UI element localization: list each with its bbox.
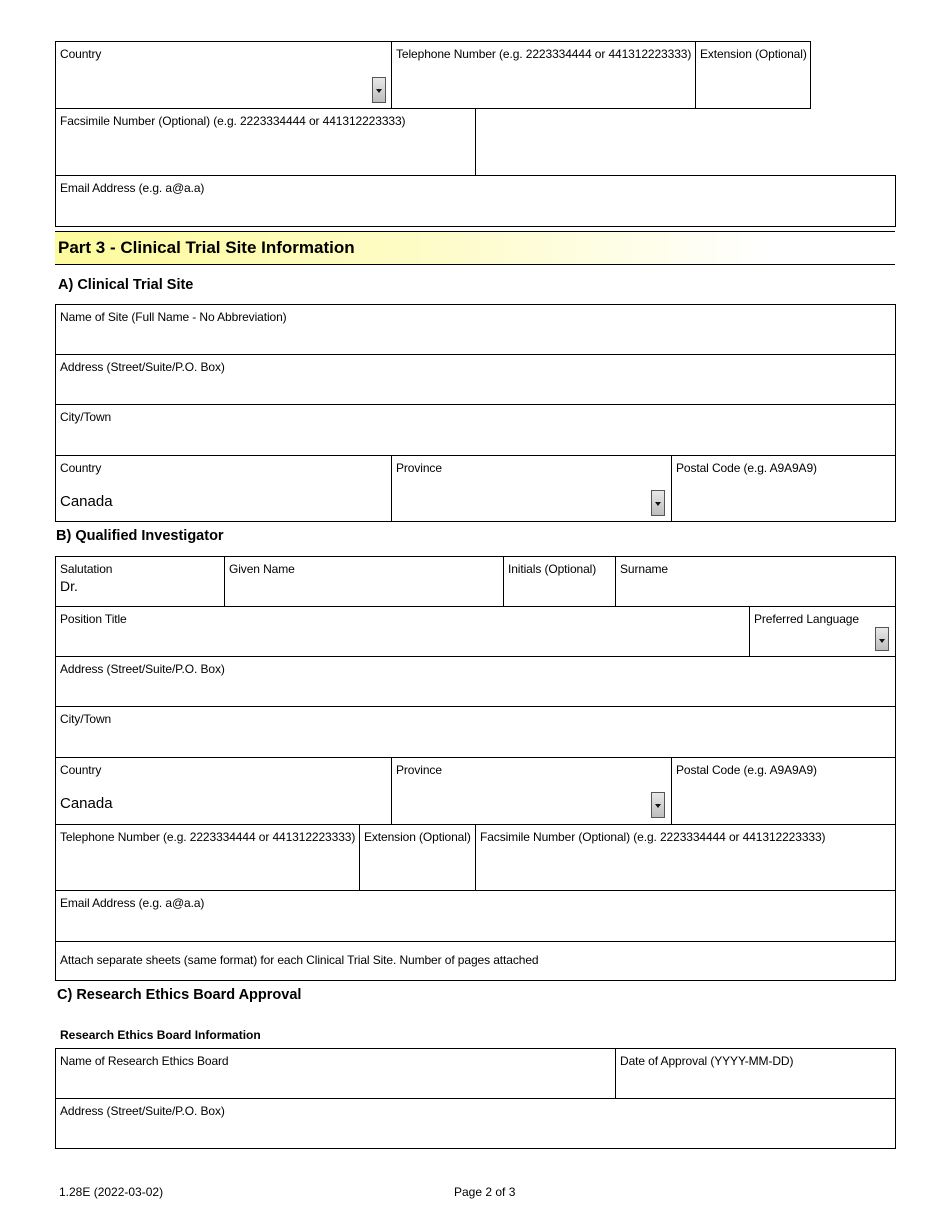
qi-province-field[interactable]	[391, 757, 672, 825]
qi-address-field[interactable]	[55, 656, 896, 707]
contact-telephone-label: Telephone Number (e.g. 2223334444 or 441312223333)	[396, 47, 692, 61]
site-province-field[interactable]	[391, 455, 672, 522]
qi-given-name-field[interactable]	[224, 556, 504, 607]
qi-initials-field[interactable]	[503, 556, 616, 607]
qi-country-value: Canada	[60, 795, 113, 812]
site-heading: A) Clinical Trial Site	[58, 277, 194, 293]
site-country-value: Canada	[60, 493, 113, 510]
contact-fax-field[interactable]	[55, 108, 476, 176]
qi-city-field[interactable]	[55, 706, 896, 758]
site-postal-label: Postal Code (e.g. A9A9A9)	[676, 461, 817, 475]
contact-country-label: Country	[60, 47, 102, 61]
qi-fax-label: Facsimile Number (Optional) (e.g. 2223334444 or 441312223333)	[480, 830, 826, 844]
reb-name-field[interactable]	[55, 1048, 616, 1099]
form-code: 1.28E (2022-03-02)	[59, 1185, 164, 1199]
qi-salutation-field[interactable]	[55, 556, 225, 607]
reb-info-label: Research Ethics Board Information	[60, 1028, 261, 1042]
qi-postal-label: Postal Code (e.g. A9A9A9)	[676, 763, 817, 777]
reb-address-label: Address (Street/Suite/P.O. Box)	[60, 1104, 225, 1118]
site-city-label: City/Town	[60, 410, 112, 424]
qi-given-name-label: Given Name	[229, 562, 295, 576]
qi-email-field[interactable]	[55, 890, 896, 942]
contact-extension-label: Extension (Optional)	[700, 47, 807, 61]
site-city-field[interactable]	[55, 404, 896, 456]
qi-email-label: Email Address (e.g. a@a.a)	[60, 896, 205, 910]
site-country-field[interactable]	[55, 455, 392, 522]
qi-surname-field[interactable]	[615, 556, 896, 607]
qi-extension-field[interactable]	[359, 824, 476, 891]
qi-attach-pages-field[interactable]	[55, 941, 896, 981]
contact-telephone-field[interactable]	[391, 41, 696, 109]
site-country-label: Country	[60, 461, 102, 475]
qi-position-field[interactable]	[55, 606, 750, 657]
qi-initials-label: Initials (Optional)	[508, 562, 597, 576]
qi-extension-label: Extension (Optional)	[364, 830, 471, 844]
qi-country-label: Country	[60, 763, 102, 777]
contact-country-dropdown-icon[interactable]	[372, 77, 386, 103]
qi-postal-field[interactable]	[671, 757, 896, 825]
reb-date-field[interactable]	[615, 1048, 896, 1099]
qi-country-field[interactable]	[55, 757, 392, 825]
reb-heading: C) Research Ethics Board Approval	[57, 987, 302, 1003]
qi-language-label: Preferred Language	[754, 612, 859, 626]
contact-country-field[interactable]	[55, 41, 392, 109]
reb-address-field[interactable]	[55, 1098, 896, 1149]
site-province-label: Province	[396, 461, 442, 475]
qi-attach-pages-label: Attach separate sheets (same format) for each Clinical Trial Site. Number of pages attached	[60, 953, 539, 967]
qi-salutation-label: Salutation	[60, 562, 113, 576]
qi-language-field[interactable]	[749, 606, 896, 657]
qi-city-label: City/Town	[60, 712, 112, 726]
site-name-field[interactable]	[55, 304, 896, 355]
qi-province-label: Province	[396, 763, 442, 777]
reb-name-label: Name of Research Ethics Board	[60, 1054, 229, 1068]
reb-date-label: Date of Approval (YYYY-MM-DD)	[620, 1054, 794, 1068]
qi-telephone-label: Telephone Number (e.g. 2223334444 or 441312223333)	[60, 830, 356, 844]
part3-header	[55, 231, 895, 265]
site-postal-field[interactable]	[671, 455, 896, 522]
qi-salutation-value: Dr.	[60, 578, 78, 594]
contact-email-label: Email Address (e.g. a@a.a)	[60, 181, 205, 195]
site-address-field[interactable]	[55, 354, 896, 405]
site-province-dropdown-icon[interactable]	[651, 490, 665, 516]
qi-surname-label: Surname	[620, 562, 668, 576]
qi-fax-field[interactable]	[475, 824, 896, 891]
qi-address-label: Address (Street/Suite/P.O. Box)	[60, 662, 225, 676]
contact-extension-field[interactable]	[695, 41, 811, 109]
part3-title: Part 3 - Clinical Trial Site Information	[58, 238, 355, 257]
qi-language-dropdown-icon[interactable]	[875, 627, 889, 651]
qi-position-label: Position Title	[60, 612, 127, 626]
page-number: Page 2 of 3	[454, 1185, 516, 1199]
qi-telephone-field[interactable]	[55, 824, 360, 891]
investigator-heading: B) Qualified Investigator	[56, 528, 224, 544]
contact-fax-label: Facsimile Number (Optional) (e.g. 2223334444 or 441312223333)	[60, 114, 406, 128]
qi-province-dropdown-icon[interactable]	[651, 792, 665, 818]
site-name-label: Name of Site (Full Name - No Abbreviation)	[60, 310, 287, 324]
contact-email-field[interactable]	[55, 175, 896, 227]
site-address-label: Address (Street/Suite/P.O. Box)	[60, 360, 225, 374]
divider	[475, 108, 476, 176]
